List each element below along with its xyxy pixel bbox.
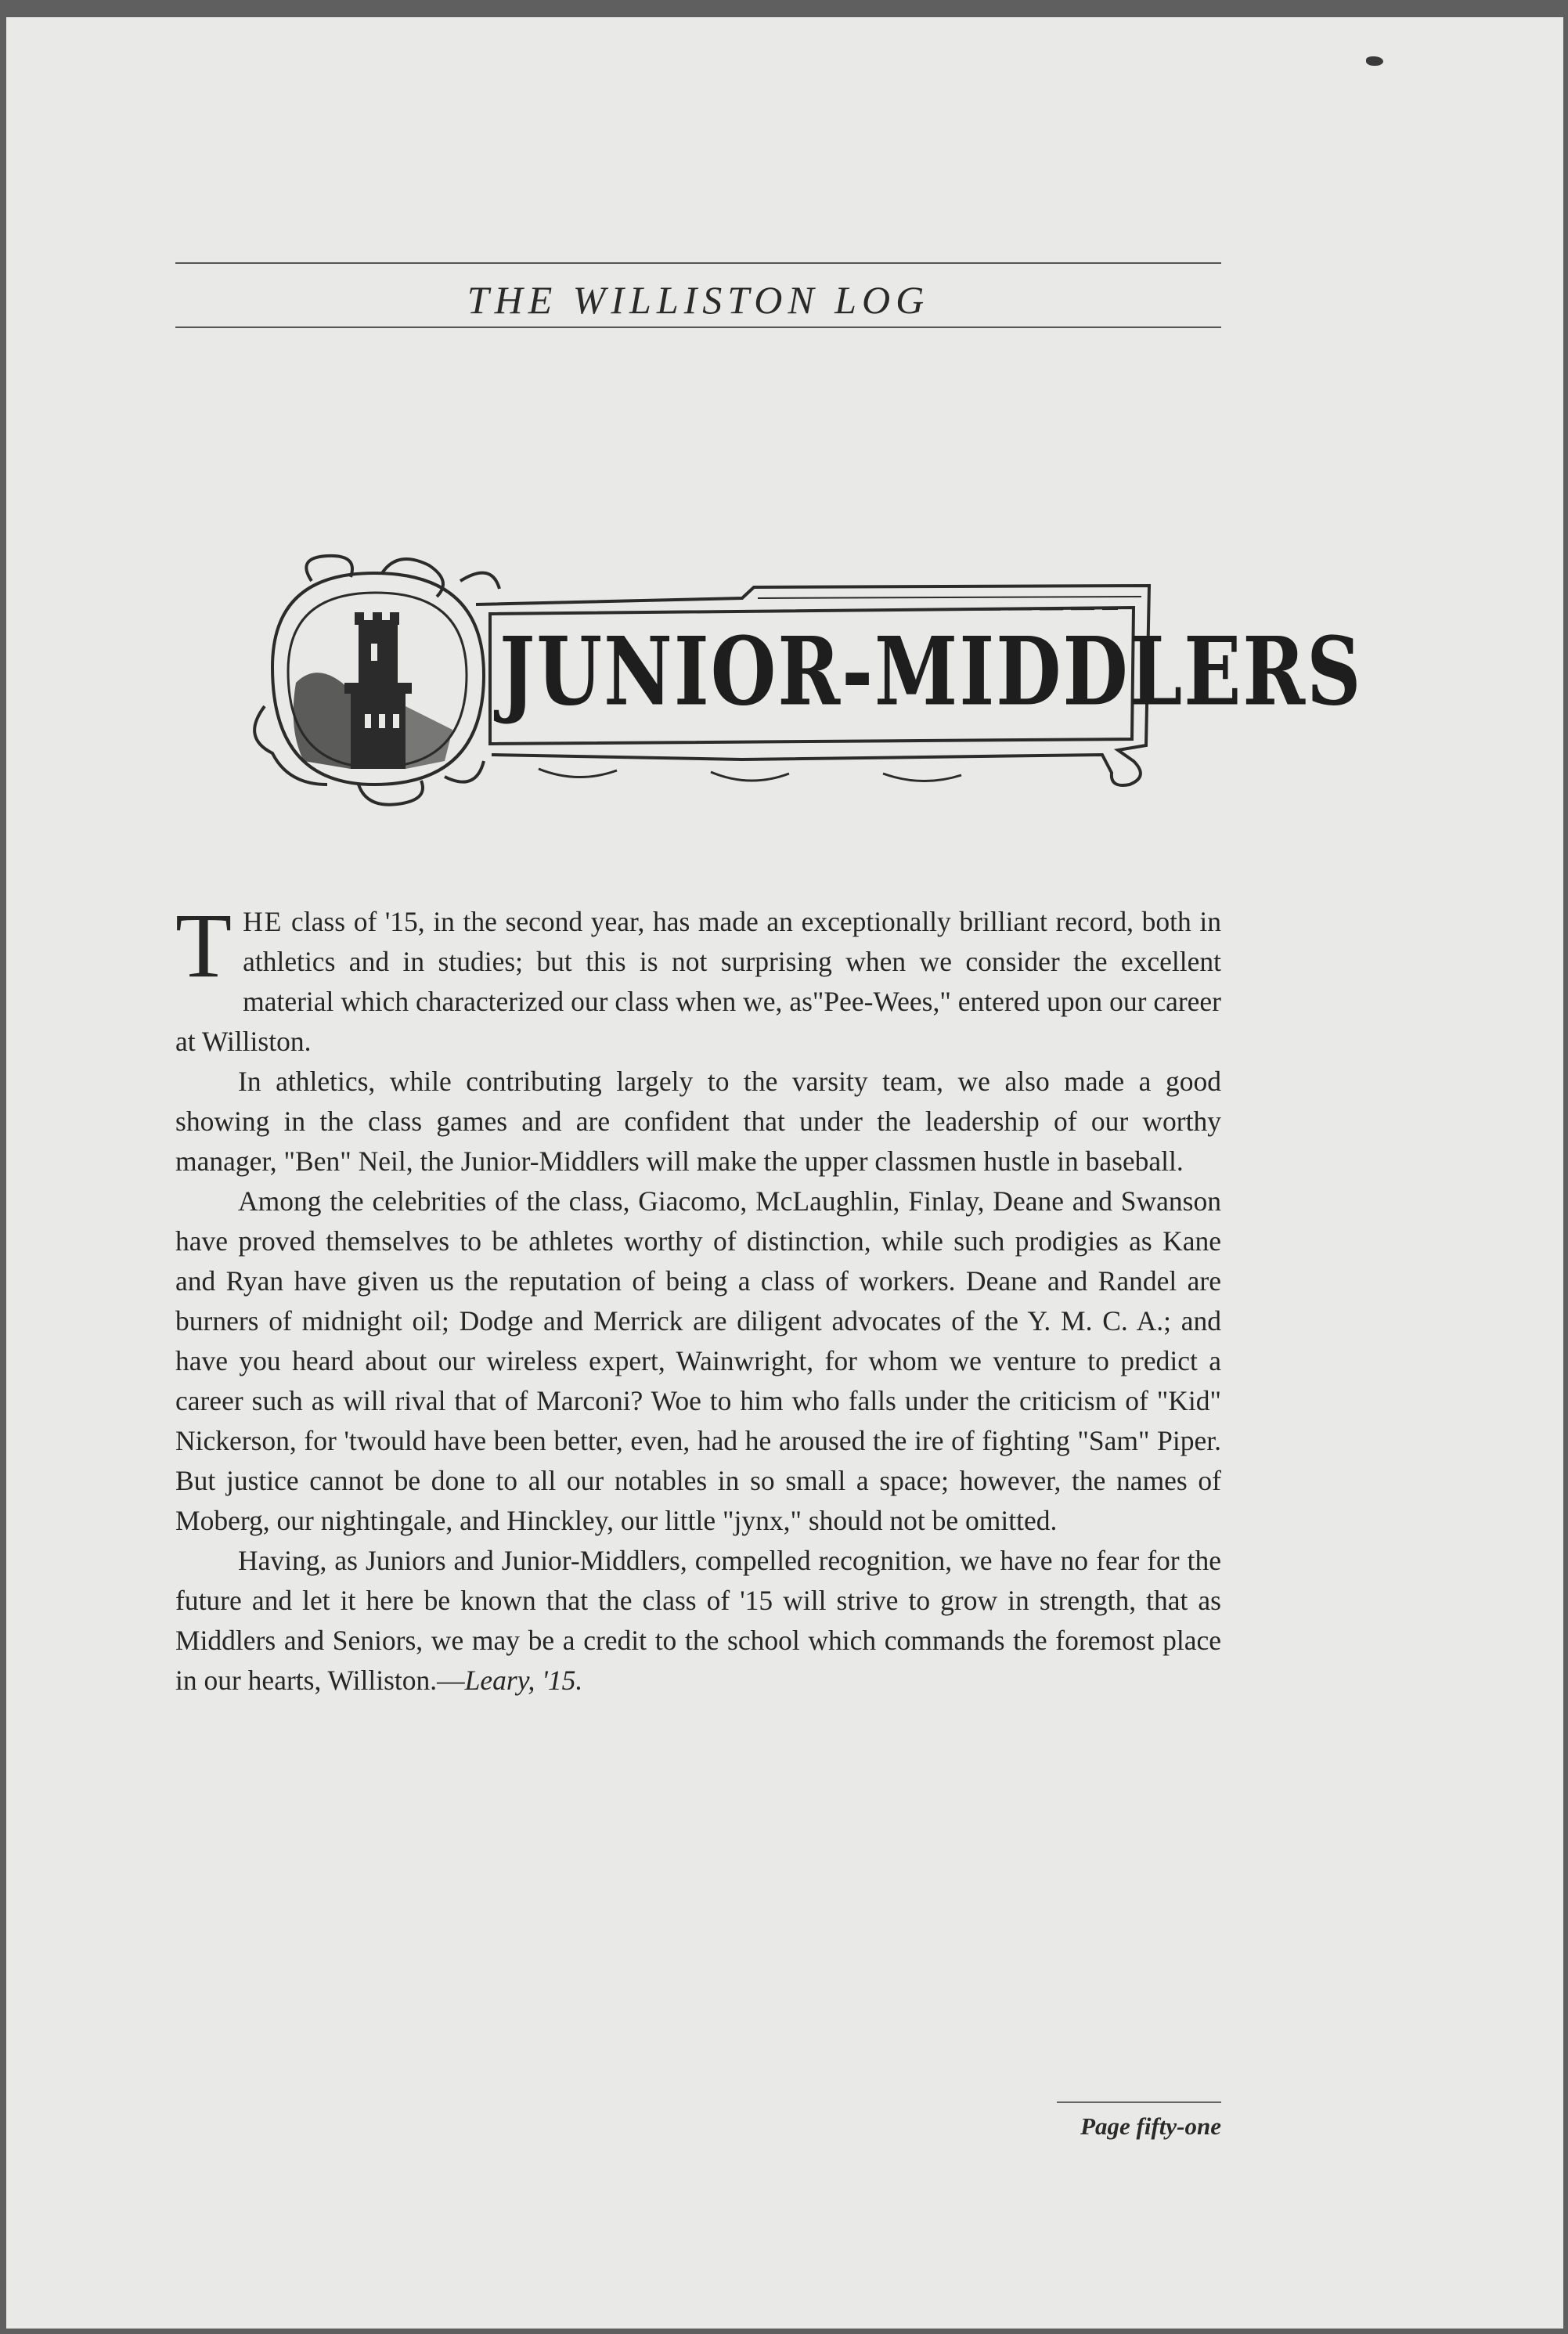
first-word-rest: HE [243, 906, 283, 937]
header-bottom-rule [175, 326, 1221, 328]
paragraph-2: In athletics, while contributing largely to the varsity team, we also made a good showing in the class games and are confident that under the leadership of our worthy manager, "Ben" Neil, the Junior-Middlers will make the upper classmen hustle in baseball. [175, 1066, 1221, 1177]
paragraph-1 [175, 894, 1221, 1062]
header-top-rule [175, 262, 1221, 264]
paragraph-4 [175, 1541, 1221, 1701]
paragraph-4-text: Having, as Juniors and Junior-Middlers, compelled recognition, we have no fear for the future and let it here be known that the class of '15 will strive to grow in strength, that as Middlers and Seniors, we may be a credit to the school which commands the foremost place in our hearts, Williston.— [175, 1545, 1221, 1696]
footer-rule [1057, 2101, 1221, 2103]
page [6, 17, 1563, 2329]
running-head: THE WILLISTON LOG [467, 278, 930, 322]
paragraph-1-text: class of '15, in the second year, has made an exceptionally brilliant record, both in athletics and in studies; but this is not surprising when we consider the excellent material which characterized our class when we, as"Pee-Wees," entered upon our career at Williston. [175, 906, 1221, 1057]
drop-cap: T [175, 894, 232, 997]
author-signature: Leary, '15. [464, 1665, 583, 1696]
scan-speck [1366, 56, 1383, 66]
banner-title: JUNIOR-MIDDLERS [499, 616, 1363, 727]
paragraph-3: Among the celebrities of the class, Giacomo, McLaughlin, Finlay, Deane and Swanson have proved themselves to be athletes worthy of distinction, while such prodigies as Kane and Ryan have given us the reputation of being a class of workers. Deane and Randel are burners of midnight oil; Dodge and Merrick are diligent advocates of the Y. M. C. A.; and have you heard about our wireless expert, Wainwright, for whom we venture to predict a career such as will rival that of Marconi? Woe to him who falls under the criticism of "Kid" Nickerson, for 'twould have been better, even, had he aroused the ire of fighting "Sam" Piper. But justice cannot be done to all our notables in so small a space; however, the names of Moberg, our nightingale, and Hinckley, our little "jynx," should not be omitted. [175, 1185, 1221, 1536]
section-banner [241, 550, 1363, 816]
page-number: Page fifty-one [1080, 2112, 1221, 2140]
article-body [175, 894, 1221, 1701]
